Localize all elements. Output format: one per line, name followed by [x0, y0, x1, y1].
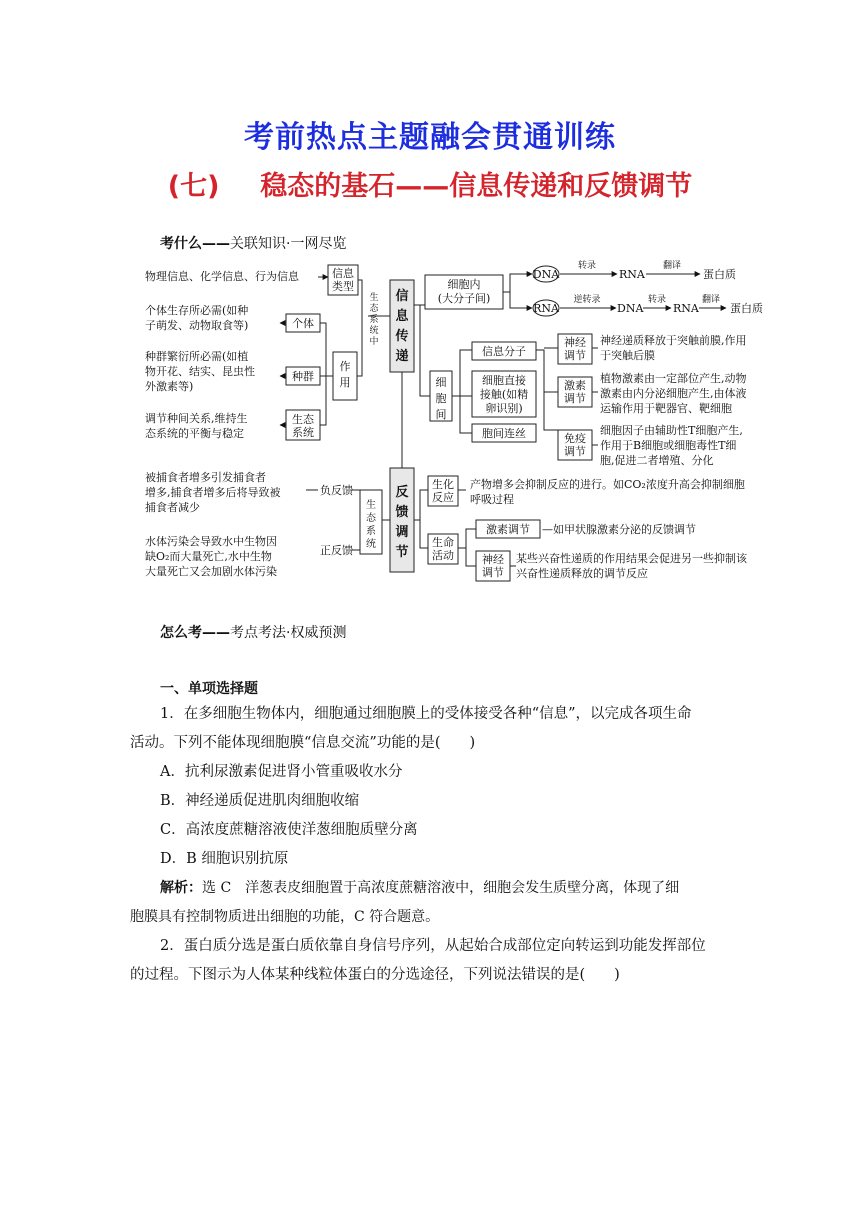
nerve-reg-desc-1: 于突触后膜 [600, 349, 655, 362]
info-type-label-0: 信息 [332, 267, 354, 280]
connector-line [458, 529, 476, 548]
positive-feedback-desc-1: 缺O₂而大量死亡,水中生物 [145, 550, 272, 563]
q2-stem-line2: 的过程。下图示为人体某种线粒体蛋白的分选途径，下列说法错误的是( ) [130, 967, 620, 983]
connector-line [466, 548, 476, 566]
page-subtitle [0, 164, 860, 203]
population-desc-1: 物开花、结实、昆虫性 [145, 365, 255, 378]
feedback-label-2: 调 [395, 525, 409, 540]
in-ecosystem-label-2: 系 [369, 315, 379, 325]
q1-option-d: D．B 细胞识别抗原 [160, 851, 289, 867]
ecosystem-desc-0: 调节种间关系,维持生 [145, 412, 248, 425]
fb-hormone-desc: —如甲状腺激素分泌的反馈调节 [542, 523, 696, 536]
in-ecosystem-label-4: 中 [369, 337, 379, 347]
individual-desc-1: 子萌发、动物取食等) [145, 319, 249, 332]
biochem-label-0: 生化 [432, 478, 454, 491]
dna-label: DNA [532, 268, 560, 281]
ecosystem-label-0: 生态 [292, 413, 314, 426]
info-transfer-label-0: 信 [395, 289, 409, 304]
hormone-reg-desc-1: 激素由内分泌细胞产生,由体液 [600, 387, 747, 400]
page-title: 考前热点主题融会贯通训练 [244, 120, 616, 155]
individual-label: 个体 [292, 317, 314, 330]
rna-label: RNA [619, 268, 645, 281]
life-activity-label-1: 活动 [432, 549, 454, 562]
feedback-label-0: 反 [395, 485, 409, 500]
section-how: 怎么考——考点考法·权威预测 [160, 625, 347, 641]
q1-stem-line1: 1．在多细胞生物体内，细胞通过细胞膜上的受体接受各种“信息”，以完成各项生命 [160, 706, 692, 722]
effect-label-1: 用 [339, 376, 351, 389]
fb-ecosystem-label-2: 系 [366, 526, 376, 537]
immune-reg-desc-2: 胞,促进二者增殖、分化 [600, 454, 714, 467]
connector-line [510, 292, 532, 308]
transcribe2-label: 转录 [647, 295, 667, 305]
biochem-desc-0: 产物增多会抑制反应的进行。如CO₂浓度升高会抑制细胞 [470, 478, 745, 491]
q1-option-b: B．神经递质促进肌肉细胞收缩 [160, 793, 360, 809]
connector-line [414, 490, 428, 520]
fb-ecosystem-label-3: 统 [366, 539, 376, 550]
physical-chemical-behavioral-info: 物理信息、化学信息、行为信息 [145, 270, 299, 283]
subtitle-text: 稳态的基石——信息传递和反馈调节 [260, 171, 693, 202]
individual-desc-0: 个体生存所必需(如种 [145, 304, 249, 317]
direct-contact-label-0: 细胞直接 [482, 374, 526, 387]
bracket-line [320, 323, 326, 425]
rna2-label: RNA [533, 302, 559, 315]
connector-line [536, 350, 558, 430]
protein-label: 蛋白质 [703, 268, 736, 281]
fb-nerve-label-1: 调节 [482, 566, 504, 579]
in-ecosystem-label-1: 态 [369, 304, 379, 314]
in-ecosystem-label-0: 生 [369, 293, 379, 303]
connector-line [420, 520, 428, 548]
positive-feedback-desc-2: 大量死亡又会加剧水体污染 [145, 565, 277, 578]
q1-option-a: A．抗利尿激素促进肾小管重吸收水分 [160, 764, 403, 780]
cell-inner-label-0: 细胞内 [447, 278, 481, 291]
between-cells-label-1: 胞 [435, 392, 447, 405]
connector-line [503, 274, 532, 292]
immune-reg-label-0: 免疫 [564, 432, 586, 445]
population-desc-2: 外激素等) [145, 380, 194, 393]
dna2-label: DNA [617, 302, 644, 315]
negative-feedback-desc-2: 捕食者减少 [145, 501, 200, 514]
info-transfer-label-1: 息 [395, 309, 409, 324]
question-1 [130, 700, 750, 990]
feedback-label-1: 馈 [395, 505, 409, 520]
life-activity-label-0: 生命 [432, 536, 454, 549]
ecosystem-label-1: 系统 [292, 426, 314, 439]
q1-option-c: C．高浓度蔗糖溶液使洋葱细胞质壁分离 [160, 822, 418, 838]
negative-feedback-label: 负反馈 [320, 484, 353, 497]
transcribe-label: 转录 [577, 261, 597, 271]
hormone-reg-label-1: 调节 [564, 392, 586, 405]
nerve-reg-desc-0: 神经递质释放于突触前膜,作用 [600, 334, 747, 347]
q1-stem-line2: 活动。下列不能体现细胞膜“信息交流”功能的是( ) [130, 735, 476, 751]
q2-stem-line1: 2．蛋白质分选是蛋白质依靠自身信号序列，从起始合成部位定向转运到功能发挥部位 [160, 938, 706, 954]
subtitle-number: (七) [167, 171, 220, 202]
fb-nerve-desc-0: 某些兴奋性递质的作用结果会促进另一些抑制该 [516, 552, 747, 565]
reverse-transcribe-label: 逆转录 [573, 295, 601, 305]
fb-ecosystem-label-0: 生 [366, 500, 376, 511]
negative-feedback-desc-0: 被捕食者增多引发捕食者 [145, 471, 266, 484]
signal-molecule-label: 信息分子 [482, 345, 526, 358]
fb-nerve-label-0: 神经 [482, 553, 504, 566]
cell-inner-label-1: (大分子间) [437, 292, 491, 305]
rna3-label: RNA [673, 302, 699, 315]
connector-line [460, 396, 472, 433]
fb-hormone-label: 激素调节 [486, 523, 530, 536]
info-transfer-label-3: 递 [395, 349, 409, 364]
positive-feedback-desc-0: 水体污染会导致水中生物因 [145, 535, 277, 548]
ecosystem-desc-1: 态系统的平衡与稳定 [145, 427, 244, 440]
connector-line [414, 305, 430, 396]
between-cells-label-2: 间 [435, 408, 447, 421]
q1-answer-line1: 解析：选 C 洋葱表皮细胞置于高浓度蔗糖溶液中，细胞会发生质壁分离，体现了细 [160, 880, 680, 896]
translate2-label: 翻译 [701, 295, 721, 305]
info-type-label-1: 类型 [332, 280, 354, 293]
hormone-reg-desc-0: 植物激素由一定部位产生,动物 [600, 372, 747, 385]
immune-reg-label-1: 调节 [564, 445, 586, 458]
feedback-label-3: 节 [395, 545, 409, 560]
in-ecosystem-label-3: 统 [369, 326, 379, 336]
fb-ecosystem-label-1: 态 [366, 513, 376, 524]
positive-feedback-label: 正反馈 [320, 544, 353, 557]
fb-nerve-desc-1: 兴奋性递质释放的调节反应 [516, 567, 648, 580]
nerve-reg-label-1: 调节 [564, 349, 586, 362]
section-what: 考什么——关联知识·一网尽览 [160, 236, 347, 252]
population-label: 种群 [292, 370, 314, 383]
direct-contact-label-1: 接触(如精 [479, 388, 529, 401]
direct-contact-label-2: 卵识别) [485, 402, 523, 415]
effect-label-0: 作 [339, 360, 351, 373]
protein2-label: 蛋白质 [730, 302, 763, 315]
translate-label: 翻译 [662, 261, 682, 271]
population-desc-0: 种群繁衍所必需(如植 [145, 350, 249, 363]
hormone-reg-label-0: 激素 [564, 379, 586, 392]
section-single-choice: 一、单项选择题 [160, 681, 258, 697]
connector-line [452, 350, 472, 396]
immune-reg-desc-1: 作用于B细胞或细胞毒性T细 [600, 439, 737, 452]
biochem-desc-1: 呼吸过程 [470, 493, 514, 506]
hormone-reg-desc-2: 运输作用于靶器官、靶细胞 [600, 402, 732, 415]
info-transfer-label-2: 传 [395, 329, 409, 344]
nerve-reg-label-0: 神经 [564, 336, 586, 349]
knowledge-map [140, 250, 780, 585]
plasmodesmata-label: 胞间连丝 [482, 427, 526, 440]
q1-answer-line2: 胞膜具有控制物质进出细胞的功能，C 符合题意。 [130, 909, 440, 925]
between-cells-label-0: 细 [435, 376, 447, 389]
immune-reg-desc-0: 细胞因子由辅助性T细胞产生, [600, 424, 743, 437]
biochem-label-1: 反应 [432, 491, 454, 504]
negative-feedback-desc-1: 增多,捕食者增多后将导致被 [145, 486, 281, 499]
